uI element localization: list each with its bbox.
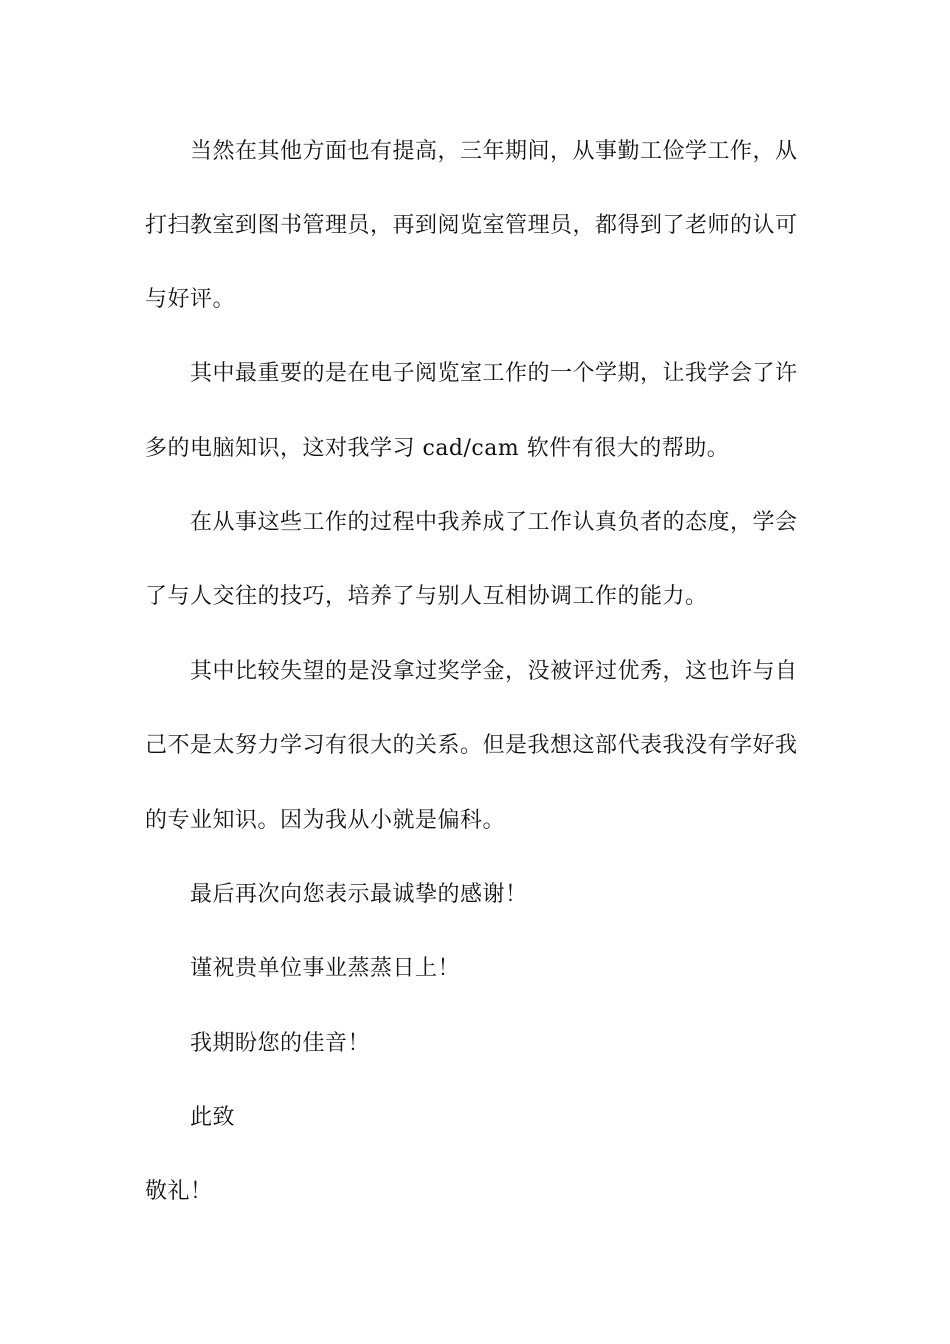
closing-hope: 我期盼您的佳音！ bbox=[190, 1031, 371, 1056]
paragraph-2-line-2: 多的电脑知识，这对我学习 cad/cam 软件有很大的帮助。 bbox=[145, 436, 730, 461]
closing-wish: 谨祝贵单位事业蒸蒸日上！ bbox=[190, 956, 461, 981]
paragraph-4-line-3: 的专业知识。因为我从小就是偏科。 bbox=[145, 808, 506, 833]
paragraph-4-line-2: 己不是太努力学习有很大的关系。但是我想这部代表我没有学好我 bbox=[145, 733, 798, 758]
closing-thanks: 最后再次向您表示最诚挚的感谢！ bbox=[190, 882, 528, 907]
paragraph-1-line-3: 与好评。 bbox=[145, 287, 236, 312]
paragraph-4-line-1: 其中比较失望的是没拿过奖学金，没被评过优秀，这也许与自 bbox=[190, 659, 798, 684]
paragraph-1-line-1: 当然在其他方面也有提高，三年期间，从事勤工俭学工作，从 bbox=[190, 139, 798, 164]
paragraph-1-line-2: 打扫教室到图书管理员，再到阅览室管理员，都得到了老师的认可 bbox=[145, 213, 798, 238]
paragraph-3-line-1: 在从事这些工作的过程中我养成了工作认真负者的态度，学会 bbox=[190, 510, 798, 535]
paragraph-3-line-2: 了与人交往的技巧，培养了与别人互相协调工作的能力。 bbox=[145, 584, 708, 609]
salutation-ci-zhi: 此致 bbox=[190, 1105, 236, 1130]
paragraph-2-line-1: 其中最重要的是在电子阅览室工作的一个学期，让我学会了许 bbox=[190, 361, 798, 386]
salutation-jing-li: 敬礼！ bbox=[145, 1179, 213, 1204]
